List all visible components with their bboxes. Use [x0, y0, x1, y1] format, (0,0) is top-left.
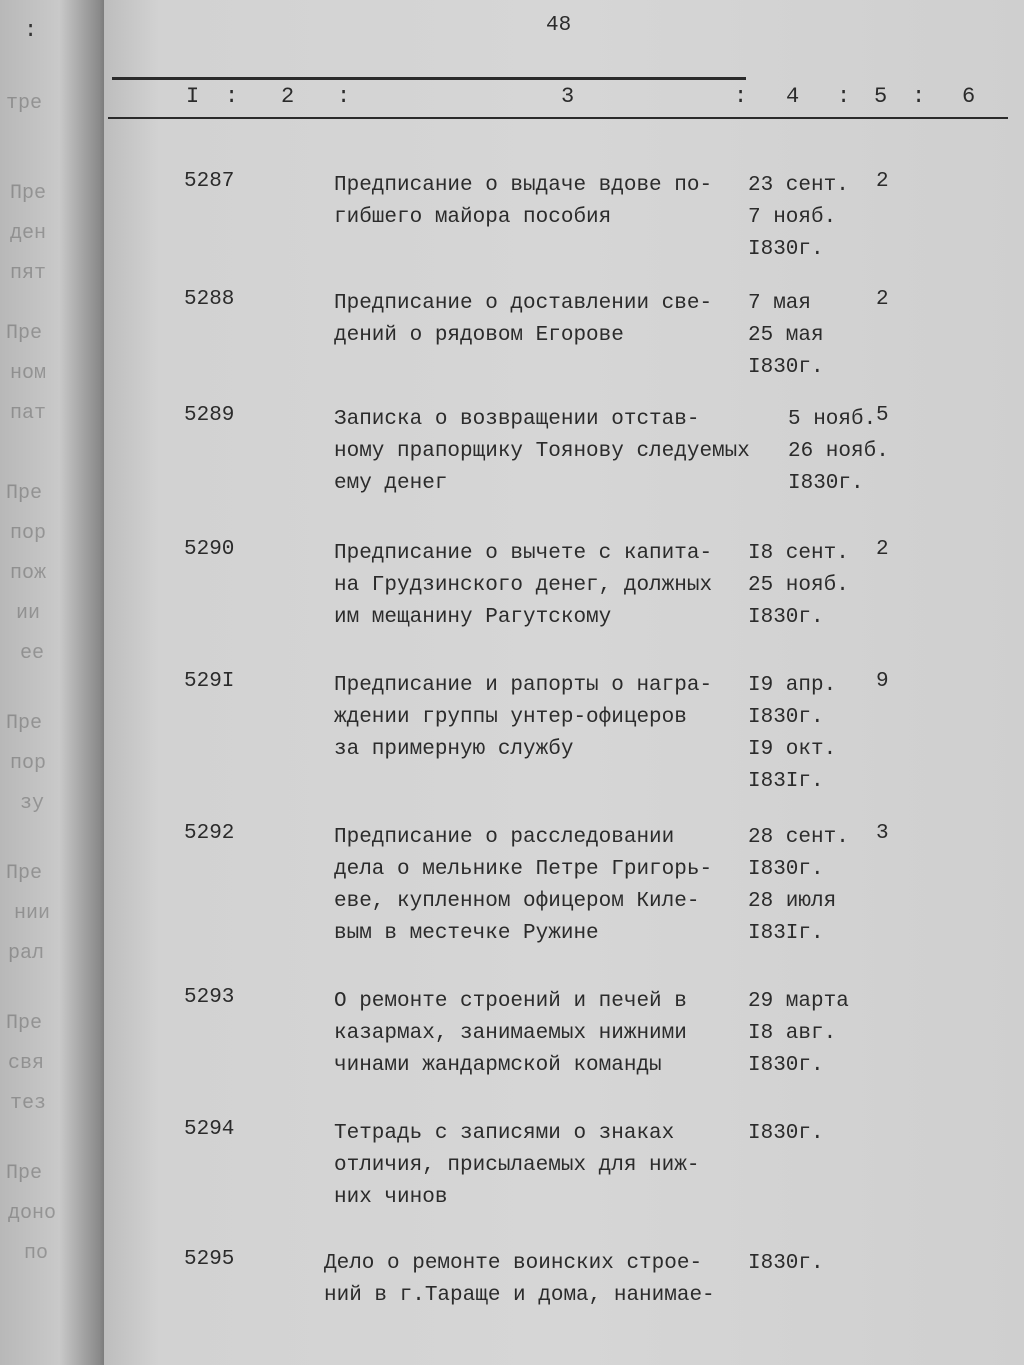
left-page-bleed-text: Пре: [6, 1162, 43, 1185]
date-line: 7 мая: [748, 292, 812, 315]
left-page-bleed-text: Пре: [6, 322, 43, 345]
description-line: Предписание и рапорты о награ-: [334, 674, 713, 697]
date-line: I830г.: [748, 356, 824, 379]
description-line: за примерную службу: [334, 738, 574, 761]
entry-sheet-count: 2: [876, 288, 889, 311]
left-page-bleed-text: Пре: [6, 1012, 43, 1035]
date-line: 25 нояб.: [748, 574, 849, 597]
entry-dates: [748, 1248, 824, 1280]
entry-number: 5289: [184, 404, 235, 427]
entry-dates: [748, 822, 849, 950]
document-page: [104, 0, 1024, 1365]
column-header-1: I: [186, 84, 200, 109]
left-page-bleed-text: Пре: [10, 182, 47, 205]
description-line: вым в местечке Ружине: [334, 922, 599, 945]
left-page-bleed-text: тез: [10, 1092, 47, 1115]
date-line: I83Iг.: [748, 770, 824, 793]
entry-number: 529I: [184, 670, 235, 693]
entry-dates: [788, 404, 889, 500]
date-line: 26 нояб.: [788, 440, 889, 463]
date-line: I830г.: [748, 238, 824, 261]
date-line: I9 окт.: [748, 738, 837, 761]
left-page-bleed-text: Пре: [6, 712, 43, 735]
column-separator: :: [837, 84, 851, 109]
description-line: Предписание о расследовании: [334, 826, 675, 849]
entry-number: 5288: [184, 288, 235, 311]
description-line: дений о рядовом Егорове: [334, 324, 624, 347]
column-header-4: 4: [786, 84, 800, 109]
entry-sheet-count: 9: [876, 670, 889, 693]
entry-dates: [748, 986, 849, 1082]
left-page-bleed-text: по: [24, 1242, 49, 1265]
date-line: 5 нояб.: [788, 408, 877, 431]
date-line: 28 сент.: [748, 826, 849, 849]
column-separator: :: [912, 84, 926, 109]
entry-number: 5292: [184, 822, 235, 845]
page-number: 48: [546, 14, 572, 37]
left-page-bleed-text: пат: [10, 402, 47, 425]
date-line: I8 сент.: [748, 542, 849, 565]
entry-dates: [748, 288, 824, 384]
date-line: 23 сент.: [748, 174, 849, 197]
entry-dates: [748, 170, 849, 266]
description-line: Записка о возвращении отстав-: [334, 408, 700, 431]
description-line: казармах, занимаемых нижними: [334, 1022, 687, 1045]
left-page-bleed-text: нии: [14, 902, 51, 925]
date-line: I830г.: [748, 1122, 824, 1145]
left-page-bleed-text: пор: [10, 522, 47, 545]
description-line: чинами жандармской команды: [334, 1054, 662, 1077]
left-page-bleed-text: пож: [10, 562, 47, 585]
date-line: I830г.: [748, 706, 824, 729]
column-header-5: 5: [874, 84, 888, 109]
left-page-bleed-text: свя: [8, 1052, 45, 1075]
left-page-bleed-text: пят: [10, 262, 47, 285]
entry-sheet-count: 3: [876, 822, 889, 845]
left-page-bleed-text: тре: [6, 92, 43, 115]
entry-number: 5295: [184, 1248, 235, 1271]
left-page-bleed-text: Пре: [6, 482, 43, 505]
date-line: 25 мая: [748, 324, 824, 347]
date-line: I830г.: [788, 472, 864, 495]
date-line: I8 авг.: [748, 1022, 837, 1045]
description-line: отличия, присылаемых для ниж-: [334, 1154, 700, 1177]
description-line: ему денег: [334, 472, 448, 495]
entry-description: [334, 822, 712, 950]
left-page-bleed-text: зу: [20, 792, 45, 815]
entry-description: [334, 170, 712, 234]
entry-dates: [748, 538, 849, 634]
description-line: гибшего майора пособия: [334, 206, 612, 229]
description-line: на Грудзинского денег, должных: [334, 574, 713, 597]
description-line: Дело о ремонте воинских строе-: [324, 1252, 703, 1275]
entry-description: [334, 404, 750, 500]
date-line: I9 апр.: [748, 674, 837, 697]
left-page-bleed-text: доно: [8, 1202, 57, 1225]
date-line: I83Iг.: [748, 922, 824, 945]
description-line: Предписание о доставлении све-: [334, 292, 713, 315]
description-line: Тетрадь с записями о знаках: [334, 1122, 675, 1145]
column-header-2: 2: [281, 84, 295, 109]
date-line: I830г.: [748, 1054, 824, 1077]
left-page-mark: :: [24, 18, 38, 43]
entry-dates: [748, 670, 836, 798]
date-line: I830г.: [748, 858, 824, 881]
description-line: них чинов: [334, 1186, 448, 1209]
entry-description: [334, 538, 712, 634]
description-line: ждении группы унтер-офицеров: [334, 706, 687, 729]
entry-sheet-count: 2: [876, 538, 889, 561]
entry-number: 5293: [184, 986, 235, 1009]
left-page-bleed-text: ии: [16, 602, 41, 625]
entry-number: 5294: [184, 1118, 235, 1141]
description-line: ному прапорщику Тоянову следуемых: [334, 440, 750, 463]
entry-number: 5287: [184, 170, 235, 193]
left-page-bleed-text: Пре: [6, 862, 43, 885]
column-separator: :: [337, 84, 351, 109]
description-line: Предписание о выдаче вдове по-: [334, 174, 713, 197]
column-header-6: 6: [962, 84, 976, 109]
entry-description: [334, 670, 712, 766]
description-line: еве, купленном офицером Киле-: [334, 890, 700, 913]
date-line: 29 марта: [748, 990, 849, 1013]
left-page-bleed-text: ден: [10, 222, 47, 245]
description-line: дела о мельнике Петре Григорь-: [334, 858, 713, 881]
header-rule-top: [112, 77, 746, 80]
left-page-bleed-text: ном: [10, 362, 47, 385]
date-line: I830г.: [748, 606, 824, 629]
description-line: Предписание о вычете с капита-: [334, 542, 713, 565]
header-rule-bottom: [108, 117, 1008, 119]
column-header-3: 3: [561, 84, 575, 109]
entry-description: [334, 986, 687, 1082]
left-page-bleed-text: рал: [8, 942, 45, 965]
entry-description: [324, 1248, 715, 1312]
column-separator: :: [734, 84, 748, 109]
description-line: им мещанину Рагутскому: [334, 606, 612, 629]
entry-description: [334, 288, 712, 352]
column-separator: :: [225, 84, 239, 109]
date-line: 28 июля: [748, 890, 837, 913]
entry-dates: [748, 1118, 824, 1150]
entry-sheet-count: 2: [876, 170, 889, 193]
entry-sheet-count: 5: [876, 404, 889, 427]
left-page-bleed-text: пор: [10, 752, 47, 775]
left-page-bleed-text: ее: [20, 642, 45, 665]
entry-number: 5290: [184, 538, 235, 561]
description-line: О ремонте строений и печей в: [334, 990, 687, 1013]
description-line: ний в г.Таращe и дома, нанимае-: [324, 1284, 715, 1307]
date-line: I830г.: [748, 1252, 824, 1275]
entry-description: [334, 1118, 699, 1214]
left-page-edge: [0, 0, 108, 1365]
date-line: 7 нояб.: [748, 206, 837, 229]
